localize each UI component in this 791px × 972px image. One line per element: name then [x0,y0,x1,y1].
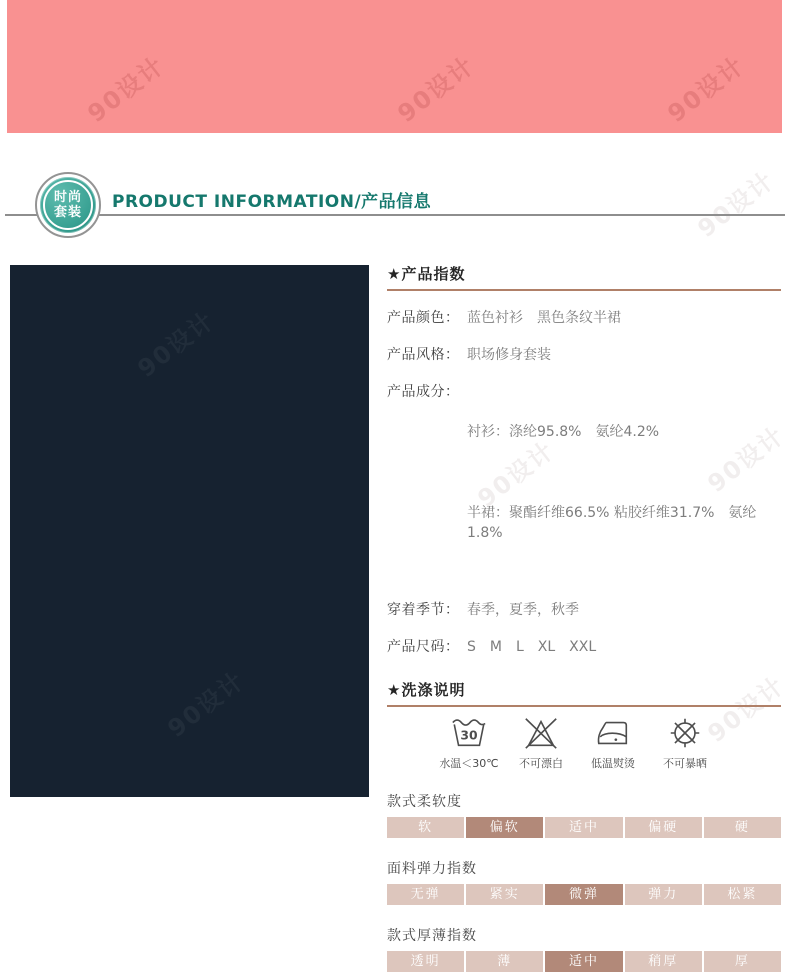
no-bleach-icon [522,714,560,752]
no-bleach-label: 不可漂白 [519,757,563,770]
softness-meter-title: 款式柔软度 [387,794,462,810]
product-style-row [387,345,781,365]
watermark: 90设计 [472,435,561,514]
meter-cell: 微弹 [545,884,622,905]
washing-icons-row [437,714,781,771]
row-label: 产品尺码： [387,639,460,655]
top-banner [7,0,782,133]
no-sun-item [653,714,717,771]
watermark: 90设计 [702,420,791,499]
watermark: 90设计 [162,665,251,744]
section-header-title: PRODUCT INFORMATION/产品信息 [112,192,432,212]
row-label: 产品颜色： [387,310,460,326]
watermark: 90设计 [692,165,781,244]
product-info-panel [387,263,781,972]
product-photo [10,265,369,797]
row-label: 穿着季节： [387,602,460,618]
row-value [467,382,781,583]
wear-season-row [387,600,781,620]
wash-temp-item [437,714,501,771]
watermark: 90设计 [132,305,221,384]
meter-cell: 硬 [704,817,781,838]
composition-line-skirt: 半裙：聚酯纤维66.5% 粘胶纤维31.7% 氨纶1.8% [467,505,757,541]
low-iron-item [581,714,645,771]
row-value: 春季，夏季，秋季 [467,602,579,618]
fashion-suit-badge [40,177,96,233]
meter-cell: 紧实 [466,884,543,905]
row-value: 职场修身套装 [467,347,551,363]
meter-cell: 无弹 [387,884,464,905]
row-value: S M L XL XXL [467,639,597,655]
composition-line-shirt: 衬衫：涤纶95.8% 氨纶4.2% [467,424,660,440]
meter-cell: 适中 [545,817,622,838]
product-composition-row [387,382,781,583]
watermark: 90设计 [662,50,751,129]
thickness-meter [387,925,781,972]
row-label: 产品成分： [387,384,460,400]
elasticity-meter [387,858,781,905]
row-label: 产品风格： [387,347,460,363]
header-divider-line [5,214,785,216]
softness-meter-bar [387,817,781,838]
meter-cell: 软 [387,817,464,838]
product-index-title: ★产品指数 [387,263,781,291]
badge-text-line1: 时尚 [53,190,82,205]
washing-instructions-title: ★洗涤说明 [387,679,781,707]
thickness-meter-title: 款式厚薄指数 [387,928,477,944]
meter-cell: 厚 [704,951,781,972]
meter-cell: 透明 [387,951,464,972]
elasticity-meter-bar [387,884,781,905]
meter-cell: 弹力 [625,884,702,905]
row-value: 蓝色衬衫 黑色条纹半裙 [467,310,621,326]
product-color-row [387,308,781,328]
wash-temp-icon [450,714,488,752]
meter-cell: 稍厚 [625,951,702,972]
meter-cell: 偏硬 [625,817,702,838]
no-sun-label: 不可暴晒 [663,757,707,770]
meter-cell: 薄 [466,951,543,972]
svg-text:30: 30 [460,728,478,743]
thickness-meter-bar [387,951,781,972]
meter-cell: 松紧 [704,884,781,905]
no-bleach-item [509,714,573,771]
badge-text-line2: 套装 [53,205,82,220]
no-sun-icon [666,714,704,752]
watermark: 90设计 [392,50,481,129]
product-size-row [387,637,781,657]
badge-inner-ring [43,180,93,230]
elasticity-meter-title: 面料弹力指数 [387,861,477,877]
meter-cell: 偏软 [466,817,543,838]
low-iron-icon [594,714,632,752]
softness-meter [387,791,781,838]
watermark: 90设计 [702,670,791,749]
watermark: 90设计 [82,50,171,129]
low-iron-label: 低温熨烫 [591,757,635,770]
meter-cell: 适中 [545,951,622,972]
wash-temp-label: 水温＜30℃ [439,757,499,770]
